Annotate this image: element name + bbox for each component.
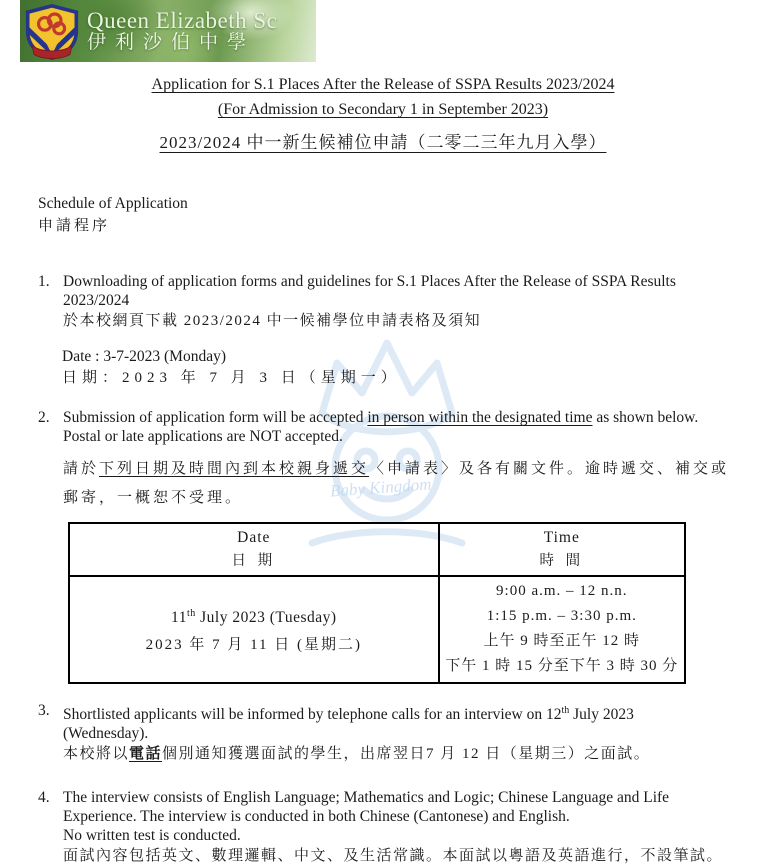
list-item-1	[38, 272, 766, 333]
item-2-chinese-underlined-phrase: 下列日期及時間內到本校親身遞交	[99, 461, 370, 477]
time-slot-2: 1:15 p.m. – 3:30 p.m.	[486, 608, 637, 624]
school-name-chinese: 伊利沙伯中學	[87, 32, 256, 54]
title-line-1: Application for S.1 Places After the Release of SSPA Results 2023/2024	[151, 76, 615, 93]
item-3-chinese: 本校將以電話個別通知獲選面試的學生，出席翌日7 月 12 日（星期三）之面試。	[63, 746, 651, 763]
schedule-heading-chinese: 申請程序	[38, 218, 111, 234]
school-name-english: Queen Elizabeth Sc	[87, 7, 278, 33]
title-line-chinese: 2023/2024 中一新生候補位申請（二零二三年九月入學）	[159, 133, 607, 152]
table-header-date: Date 日 期	[69, 523, 439, 576]
item-2-underlined-phrase: in person within the designated time	[367, 409, 593, 426]
download-date-chinese: 日期：2023 年 7 月 3 日（星期一）	[62, 370, 401, 386]
item-3-number: 3.	[38, 702, 50, 719]
table-header-row	[69, 523, 685, 576]
item-1-number: 1.	[38, 273, 50, 290]
time-slot-4: 下午 1 時 15 分至下午 3 時 30 分	[445, 658, 679, 674]
download-date-english: Date : 3-7-2023 (Monday)	[62, 348, 226, 365]
title-line-2: (For Admission to Secondary 1 in September 2023)	[217, 101, 549, 118]
schedule-heading-english: Schedule of Application	[38, 195, 188, 212]
item-1-english-line-1: Downloading of application forms and guidelines for S.1 Places After the Release of SSPA Results	[63, 273, 676, 290]
item-4-english-line-2: Experience. The interview is conducted in both Chinese (Cantonese) and English.	[63, 808, 570, 826]
item-3-english-line-2: (Wednesday).	[63, 725, 149, 743]
list-item-2	[38, 408, 766, 513]
list-item-4	[38, 788, 766, 868]
table-cell-time	[439, 576, 685, 683]
item-4-number: 4.	[38, 789, 50, 807]
schedule-heading	[38, 193, 766, 239]
item-4-english-line-3: No written test is conducted.	[63, 827, 241, 845]
item-2-chinese-line-1: 請於下列日期及時間內到本校親身遞交〈申請表〉及各有關文件。逾時遞交、補交或	[63, 461, 730, 477]
time-slot-1: 9:00 a.m. – 12 n.n.	[496, 583, 628, 599]
download-date-block	[62, 347, 766, 389]
item-2-number: 2.	[38, 409, 50, 426]
list-item-3	[38, 701, 766, 766]
item-1-english-line-2: 2023/2024	[63, 292, 130, 309]
table-header-time: Time 時 間	[439, 523, 685, 576]
watermark-text: Baby Kingdom	[329, 474, 433, 501]
table-data-row	[69, 576, 685, 683]
table-cell-date: 11th July 2023 (Tuesday) 2023 年 7 月 11 日 (星期二)	[69, 576, 439, 683]
item-4-english-line-1: The interview consists of English Language; Mathematics and Logic; Chinese Language and Life	[63, 789, 670, 807]
item-2-english-line-1: Submission of application form will be accepted in person within the designated time as shown below.	[63, 409, 699, 426]
item-2-chinese-line-2: 郵寄，一概恕不受理。	[63, 490, 244, 506]
item-1-chinese: 於本校網頁下載 2023/2024 中一候補學位申請表格及須知	[63, 313, 482, 329]
document-title-block	[0, 0, 766, 156]
submission-schedule-table	[68, 522, 686, 684]
time-slot-3: 上午 9 時至正午 12 時	[483, 633, 641, 649]
item-2-english-line-2: Postal or late applications are NOT accepted.	[63, 428, 343, 445]
item-3-chinese-emphasis: 電話	[129, 746, 163, 763]
item-4-chinese: 面試內容包括英文、數理邏輯、中文、及生活常識。本面試以粵語及英語進行，不設筆試。	[63, 848, 724, 865]
item-3-english-line-1: Shortlisted applicants will be informed by telephone calls for an interview on 12th July 2023	[63, 705, 634, 724]
